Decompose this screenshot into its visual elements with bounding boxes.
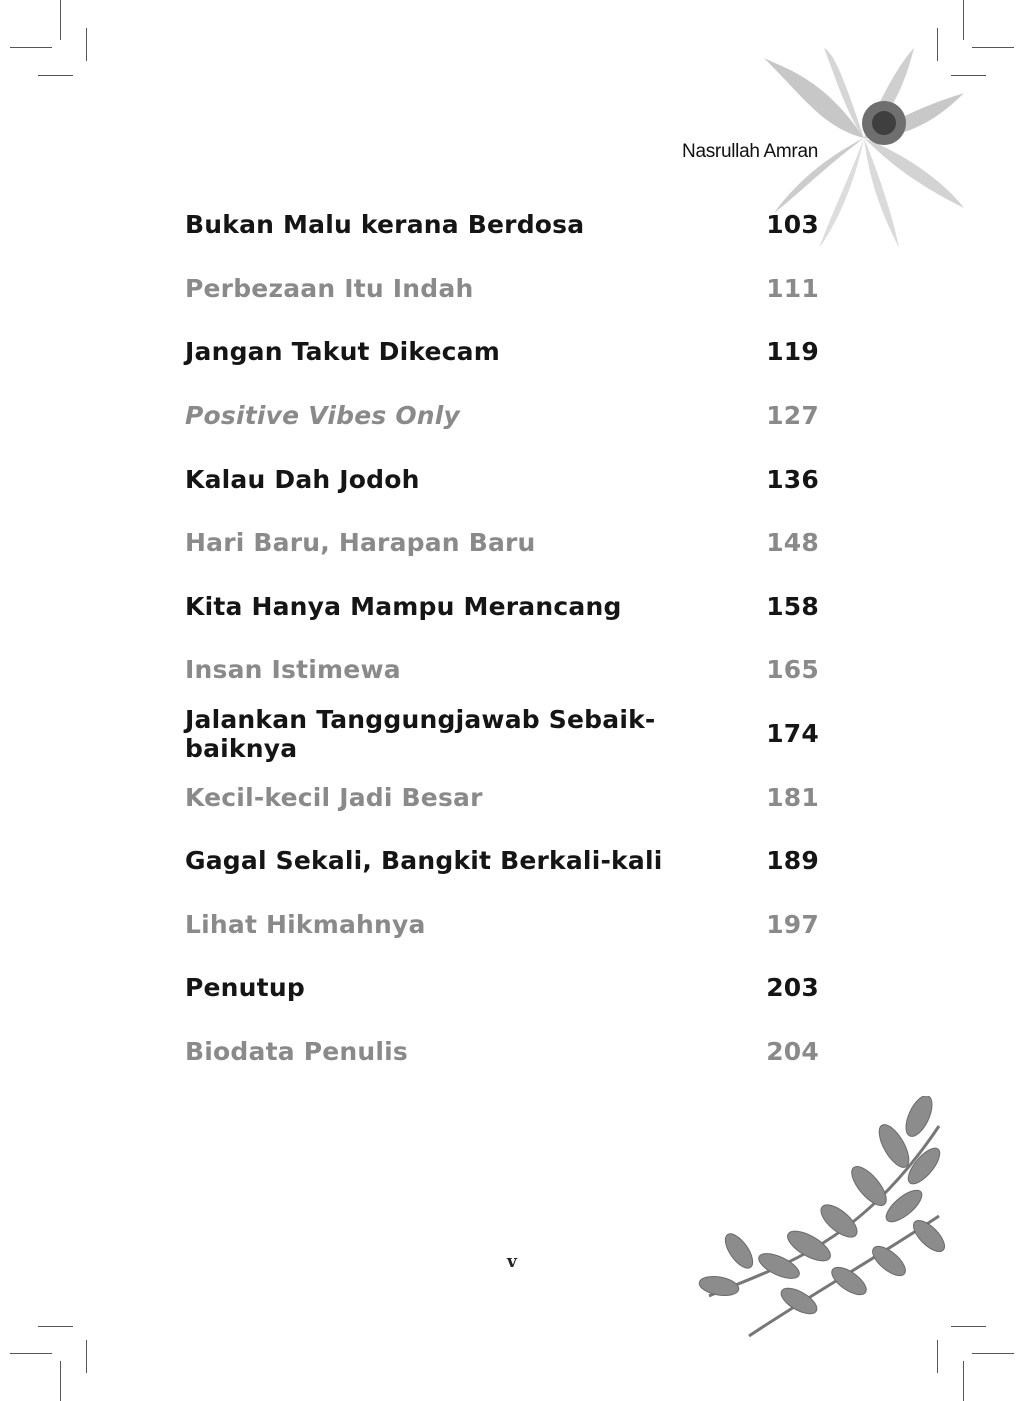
toc-entry [185,257,819,321]
toc-entry-page: 103 [766,210,819,240]
toc-entry-title: Kita Hanya Mampu Merancang [185,591,622,621]
toc-entry-page: 165 [766,655,819,685]
toc-entry [185,765,819,829]
toc-entry-page: 148 [766,528,819,558]
crop-mark [86,1340,87,1373]
toc-entry-page: 127 [766,401,819,431]
toc-entry-page: 203 [766,973,819,1003]
toc-entry-title: Perbezaan Itu Indah [185,273,474,303]
toc-entry-title: Jalankan Tanggungjawab Sebaik-baiknya [185,704,656,763]
toc-entry [185,702,819,766]
toc-entry-page: 158 [766,591,819,621]
crop-mark [10,47,52,48]
toc-entry-title: Kalau Dah Jodoh [185,464,420,494]
toc-entry [185,893,819,957]
toc-entry-title: Jangan Takut Dikecam [185,337,500,367]
toc-entry [185,638,819,702]
toc-entry-title: Hari Baru, Harapan Baru [185,528,536,558]
toc-entry-title: Penutup [185,973,305,1003]
toc-entry-title: Gagal Sekali, Bangkit Berkali-kali [185,846,663,876]
crop-mark [38,75,73,76]
toc-entry-page: 189 [766,846,819,876]
toc-entry-title: Kecil-kecil Jadi Besar [185,782,483,812]
leaves-icon [689,1096,949,1341]
crop-mark [10,1353,52,1354]
toc-entry [185,511,819,575]
page-number: v [507,1252,517,1272]
crop-mark [38,1326,73,1327]
toc-entry-page: 204 [766,1037,819,1067]
toc-entry [185,447,819,511]
toc-entry [185,575,819,639]
toc-entry-title: Insan Istimewa [185,655,401,685]
crop-mark [963,1361,964,1401]
toc-entry [185,829,819,893]
crop-mark [60,0,61,40]
toc-entry-page: 136 [766,464,819,494]
crop-mark [937,1340,938,1373]
toc-entry [185,956,819,1020]
toc-entry [185,193,819,257]
table-of-contents [185,193,819,1083]
toc-entry-title: Biodata Penulis [185,1037,408,1067]
toc-entry-page: 197 [766,909,819,939]
crop-mark [60,1361,61,1401]
toc-entry-page: 181 [766,782,819,812]
toc-entry-title: Bukan Malu kerana Berdosa [185,210,585,240]
running-header-author: Nasrullah Amran [682,141,818,162]
crop-mark [972,47,1014,48]
crop-mark [86,28,87,61]
crop-mark [972,1353,1014,1354]
toc-entry [185,320,819,384]
toc-entry [185,384,819,448]
toc-entry-title: Positive Vibes Only [185,401,461,431]
toc-entry [185,1020,819,1084]
crop-mark [963,0,964,40]
toc-entry-title: Lihat Hikmahnya [185,909,426,939]
toc-entry-page: 111 [766,273,819,303]
toc-entry-page: 119 [766,337,819,367]
crop-mark [951,1326,986,1327]
toc-entry-page: 174 [766,719,819,749]
